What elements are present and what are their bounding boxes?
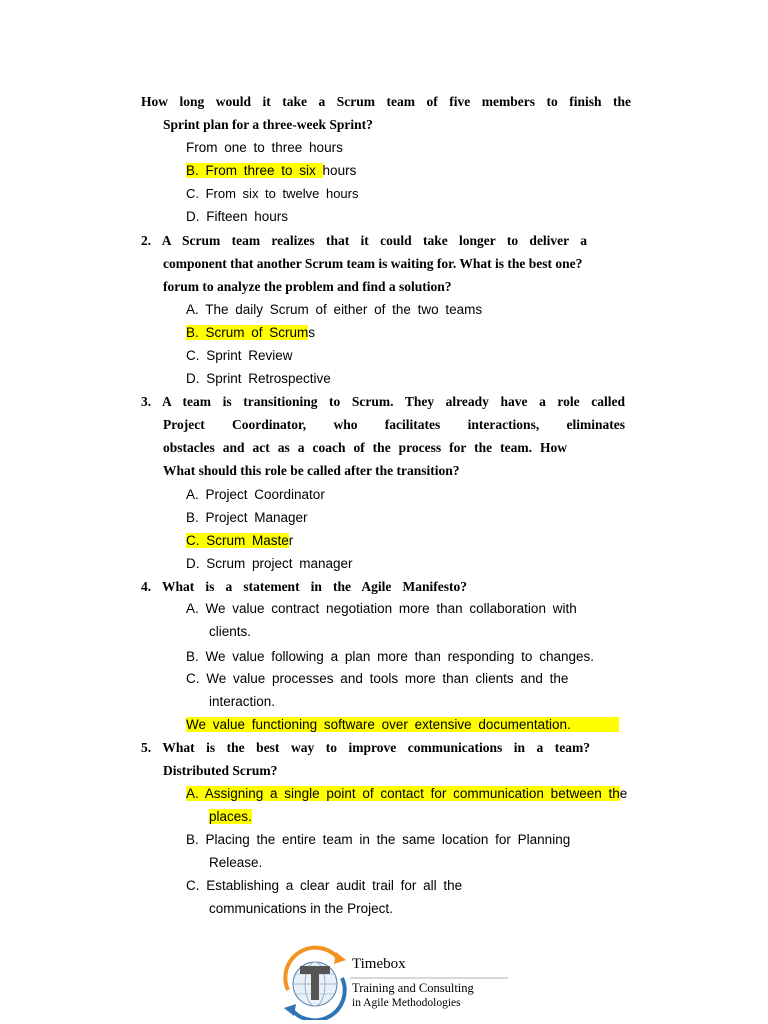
logo-name: Timebox bbox=[352, 956, 406, 972]
question-5-line-1: 5. What is the best way to improve communications in a team? bbox=[141, 740, 590, 755]
question-4-option-b: B. We value following a plan more than responding to changes. bbox=[186, 649, 594, 664]
question-3 bbox=[141, 390, 625, 482]
question-3-line-3: obstacles and act as a coach of the process for the team. How bbox=[163, 440, 567, 455]
logo-tagline-2: in Agile Methodologies bbox=[352, 997, 461, 1009]
question-5-option-a: A. Assigning a single point of contact for communication between the places. bbox=[186, 786, 628, 824]
question-4-option-d bbox=[186, 713, 619, 736]
question-3-line-1: 3. A team is transitioning to Scrum. They already have a role called bbox=[141, 394, 625, 409]
question-5-option-b: B. Placing the entire team in the same location for Planning Release. bbox=[186, 832, 571, 870]
question-3-line-4: What should this role be called after the transition? bbox=[163, 463, 460, 478]
question-2-option-d: D. Sprint Retrospective bbox=[186, 371, 331, 386]
question-1-line-2: Sprint plan for a three-week Sprint? bbox=[163, 117, 373, 132]
logo-tagline-1: Training and Consulting bbox=[352, 981, 474, 995]
question-3-option-c: C. Scrum Master bbox=[186, 533, 294, 548]
question-1-line-1: How long would it take a Scrum team of five members to finish the bbox=[141, 94, 631, 109]
question-5-line-2: Distributed Scrum? bbox=[163, 763, 278, 778]
highlight: places. bbox=[209, 809, 252, 824]
question-4-line-1: 4. What is a statement in the Agile Manifesto? bbox=[141, 579, 467, 594]
question-2 bbox=[141, 229, 587, 298]
question-3-option-d: D. Scrum project manager bbox=[186, 556, 353, 571]
highlight: B. Scrum of Scrum bbox=[186, 325, 309, 340]
question-1-option-b: B. From three to six hours bbox=[186, 163, 357, 178]
question-3-option-a: A. Project Coordinator bbox=[186, 487, 325, 502]
question-2-option-c: C. Sprint Review bbox=[186, 348, 293, 363]
question-4-option-a: A. We value contract negotiation more than collaboration with clients. bbox=[186, 601, 577, 639]
question-1-option-d: D. Fifteen hours bbox=[186, 209, 289, 224]
question-2-option-b: B. Scrum of Scrums bbox=[186, 325, 316, 340]
question-3-option-b: B. Project Manager bbox=[186, 510, 308, 525]
question-2-option-a: A. The daily Scrum of either of the two teams bbox=[186, 302, 483, 317]
highlight: We value functioning software over extensive documentation. bbox=[186, 717, 619, 732]
highlight: C. Scrum Maste bbox=[186, 533, 289, 548]
question-1 bbox=[141, 90, 631, 136]
question-2-line-3: forum to analyze the problem and find a solution? bbox=[163, 279, 452, 294]
question-4 bbox=[141, 575, 467, 598]
question-2-line-2: component that another Scrum team is waiting for. What is the best one? bbox=[163, 256, 583, 271]
question-5 bbox=[141, 736, 590, 782]
question-4-option-c: C. We value processes and tools more than clients and the interaction. bbox=[186, 671, 569, 709]
highlight: B. From three to six bbox=[186, 163, 323, 178]
question-5-option-c: C. Establishing a clear audit trail for all the communications in the Project. bbox=[186, 878, 463, 916]
question-2-line-1: 2. A Scrum team realizes that it could take longer to deliver a bbox=[141, 233, 587, 248]
question-1-option-a: From one to three hours bbox=[186, 140, 343, 155]
question-1-option-c: C. From six to twelve hours bbox=[186, 186, 359, 201]
question-3-line-2: Project Coordinator, who facilitates interactions, eliminates bbox=[163, 417, 625, 432]
highlight: A. Assigning a single point of contact for communication between th bbox=[186, 786, 620, 801]
